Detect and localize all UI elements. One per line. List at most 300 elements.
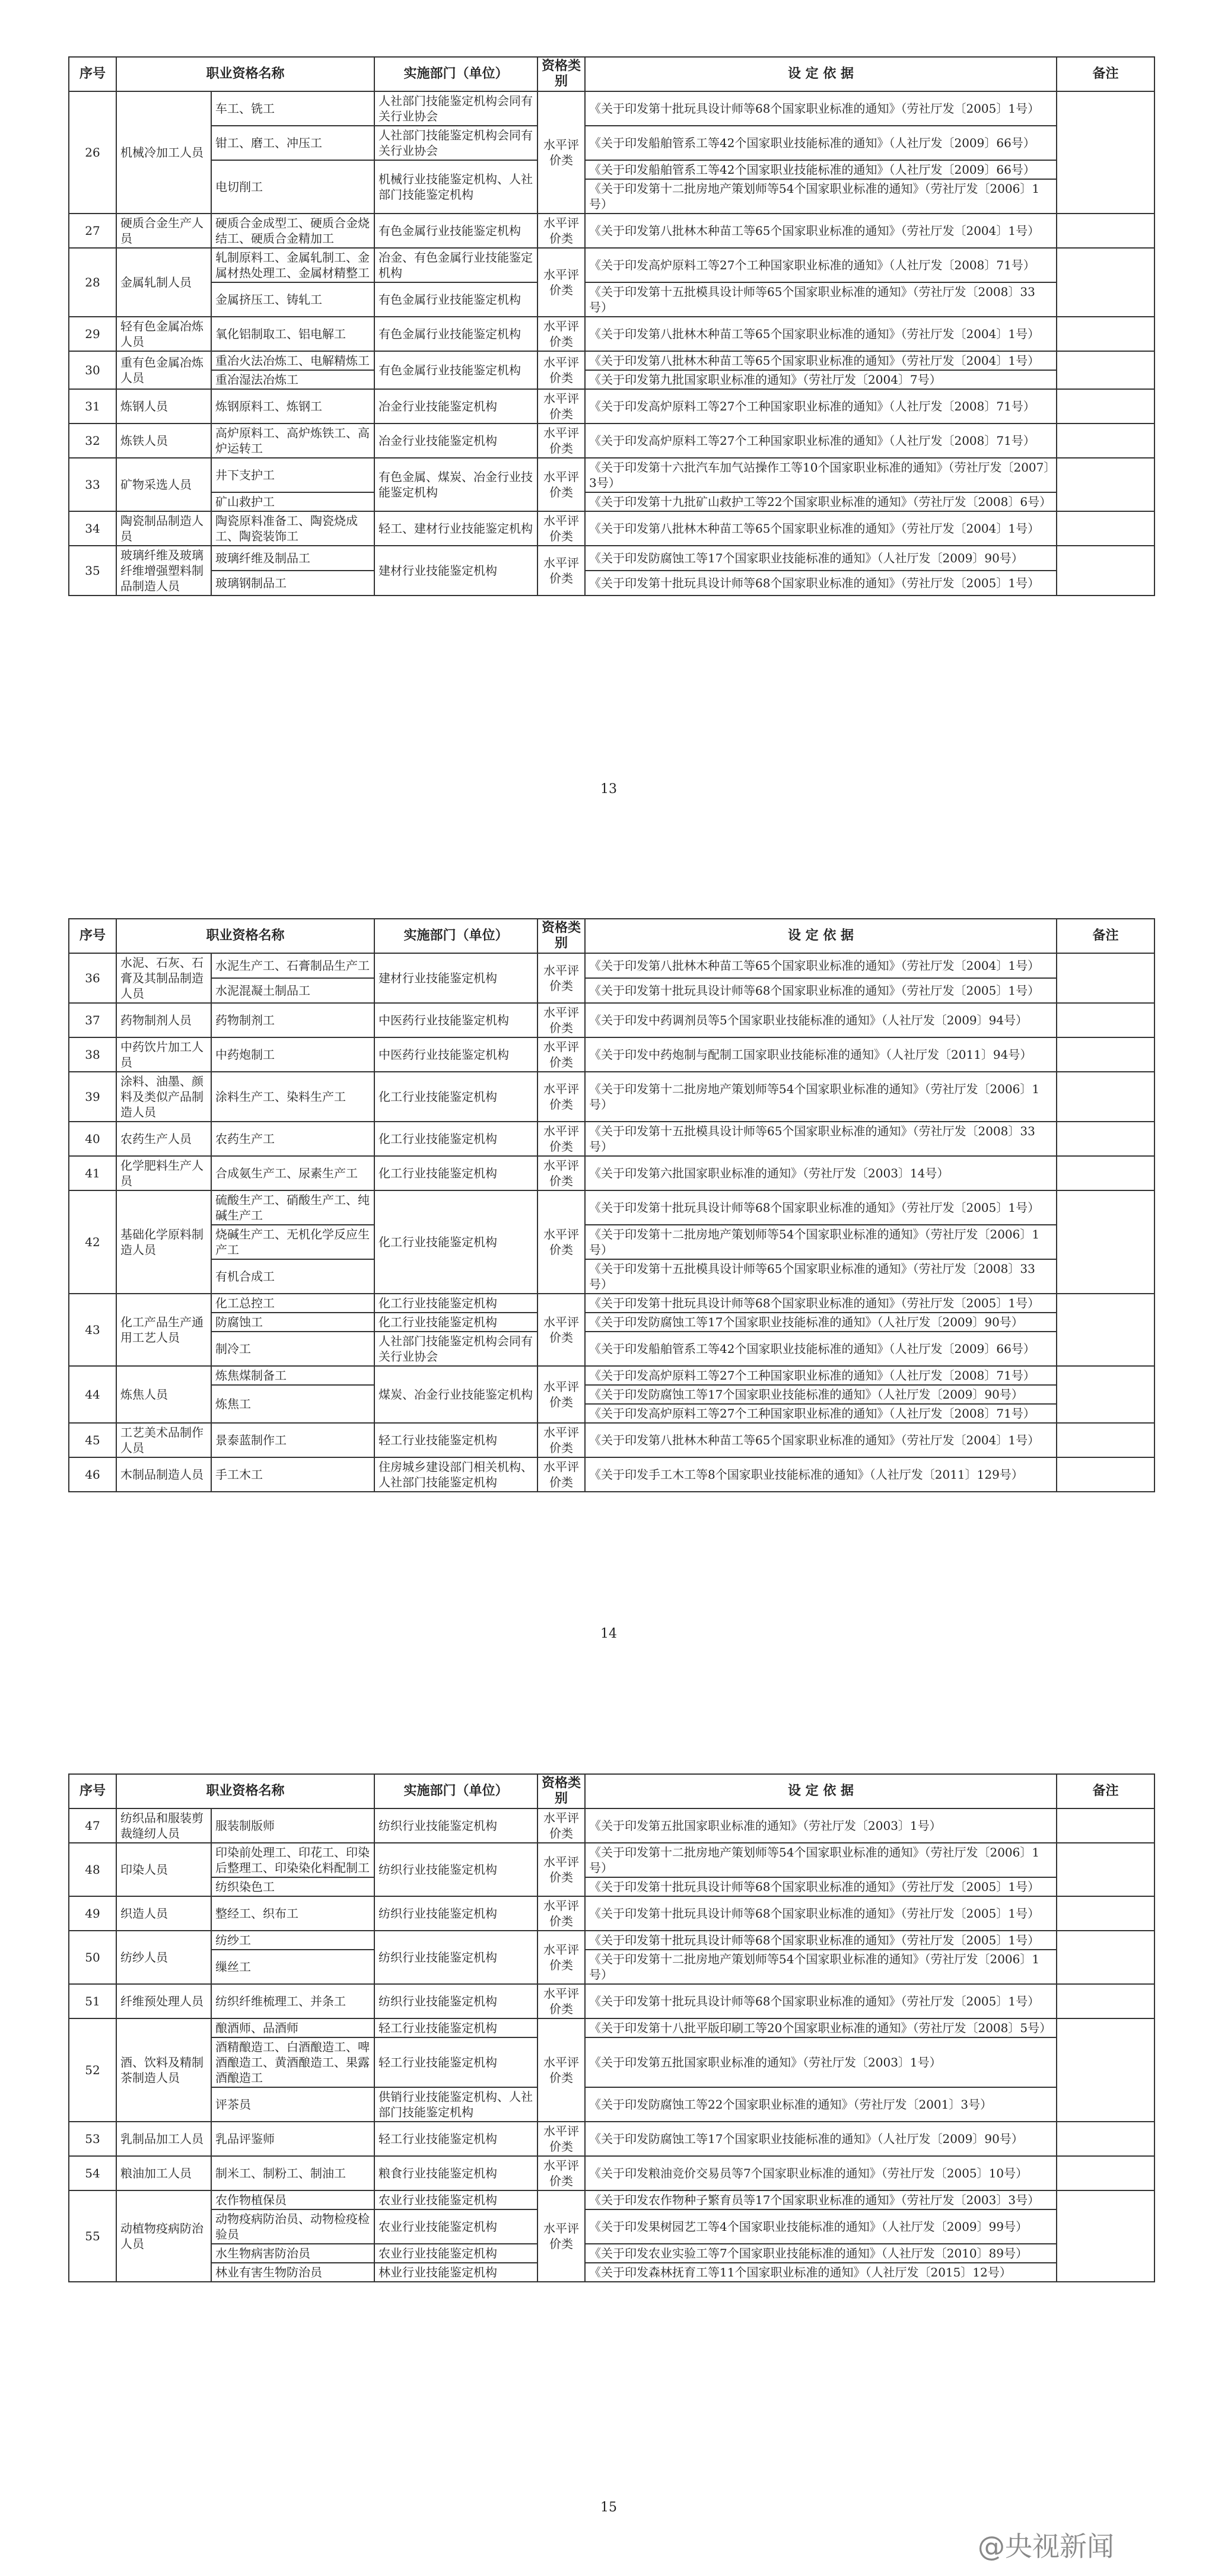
occupation-category: 印染人员	[116, 1843, 211, 1896]
page-number: 13	[600, 782, 617, 797]
table-row	[69, 1294, 1154, 1313]
legal-basis: 《关于印发高炉原料工等27个工种国家职业标准的通知》（人社厅发〔2008〕71号）	[585, 1404, 1057, 1423]
qualification-type: 水平评价类	[537, 1294, 585, 1366]
header-no: 序号	[69, 57, 116, 91]
remark-cell	[1057, 1156, 1154, 1190]
legal-basis: 《关于印发第十批玩具设计师等68个国家职业标准的通知》（劳社厅发〔2005〕1号）	[585, 1294, 1057, 1313]
qualification-type: 水平评价类	[537, 1984, 585, 2018]
qualification-name: 高炉原料工、高炉炼铁工、高炉运转工	[211, 424, 374, 458]
implementing-dept: 纺织行业技能鉴定机构	[374, 1984, 537, 2018]
qualification-name: 制米工、制粉工、制油工	[211, 2156, 374, 2190]
row-number: 36	[69, 953, 116, 1003]
table-row	[69, 511, 1154, 546]
table-row	[69, 1156, 1154, 1190]
legal-basis: 《关于印发第五批国家职业标准的通知》（劳社厅发〔2003〕1号）	[585, 2037, 1057, 2087]
table-row	[69, 1457, 1154, 1492]
qualification-name: 印染前处理工、印花工、印染后整理工、印染染化料配制工	[211, 1843, 374, 1877]
qualification-type: 水平评价类	[537, 214, 585, 248]
qualification-type: 水平评价类	[537, 248, 585, 317]
qualification-type: 水平评价类	[537, 511, 585, 546]
implementing-dept: 建材行业技能鉴定机构	[374, 546, 537, 596]
table-row	[69, 2122, 1154, 2156]
table-row	[69, 126, 1154, 160]
row-number: 26	[69, 91, 116, 214]
implementing-dept: 有色金属行业技能鉴定机构	[374, 351, 537, 389]
remark-cell	[1057, 1072, 1154, 1122]
table-row	[69, 351, 1154, 370]
legal-basis: 《关于印发第八批林木种苗工等65个国家职业标准的通知》（劳社厅发〔2004〕1号）	[585, 953, 1057, 978]
document-page-14	[68, 918, 1154, 1492]
qualification-type: 水平评价类	[537, 1808, 585, 1843]
table-row	[69, 978, 1154, 1003]
remark-cell	[1057, 1931, 1154, 1984]
qualification-type: 水平评价类	[537, 424, 585, 458]
table-row	[69, 160, 1154, 179]
qualification-name: 陶瓷原料准备工、陶瓷烧成工、陶瓷装饰工	[211, 511, 374, 546]
qualification-type: 水平评价类	[537, 1457, 585, 1492]
legal-basis: 《关于印发高炉原料工等27个工种国家职业标准的通知》（人社厅发〔2008〕71号）	[585, 424, 1057, 458]
legal-basis: 《关于印发第十二批房地产策划师等54个国家职业标准的通知》（劳社厅发〔2006〕1号）	[585, 1950, 1057, 1984]
implementing-dept: 化工行业技能鉴定机构	[374, 1190, 537, 1294]
table-row	[69, 1332, 1154, 1366]
table-row	[69, 953, 1154, 978]
qualification-table	[68, 56, 1155, 596]
qualification-name: 制冷工	[211, 1332, 374, 1366]
qualification-name: 玻璃纤维及制品工	[211, 546, 374, 571]
row-number: 33	[69, 458, 116, 511]
qualification-type: 水平评价类	[537, 1122, 585, 1156]
qualification-type: 水平评价类	[537, 458, 585, 511]
watermark-cctv-news: @央视新闻	[978, 2530, 1114, 2562]
implementing-dept: 人社部门技能鉴定机构会同有关行业协会	[374, 126, 537, 160]
implementing-dept: 纺织行业技能鉴定机构	[374, 1931, 537, 1984]
table-row	[69, 1896, 1154, 1931]
qualification-type: 水平评价类	[537, 1896, 585, 1931]
occupation-category: 炼钢人员	[116, 389, 211, 424]
implementing-dept: 化工行业技能鉴定机构	[374, 1313, 537, 1332]
table-row	[69, 1259, 1154, 1294]
table-row	[69, 2263, 1154, 2282]
occupation-category: 化工产品生产通用工艺人员	[116, 1294, 211, 1366]
remark-cell	[1057, 1366, 1154, 1423]
legal-basis: 《关于印发第八批林木种苗工等65个国家职业标准的通知》（劳社厅发〔2004〕1号）	[585, 317, 1057, 351]
header-remark: 备注	[1057, 919, 1154, 953]
remark-cell	[1057, 1843, 1154, 1896]
implementing-dept: 轻工行业技能鉴定机构	[374, 2018, 537, 2037]
qualification-name: 水泥生产工、石膏制品生产工	[211, 953, 374, 978]
qualification-name: 服装制版师	[211, 1808, 374, 1843]
header-no: 序号	[69, 919, 116, 953]
remark-cell	[1057, 1037, 1154, 1072]
qualification-type: 水平评价类	[537, 953, 585, 1003]
occupation-category: 炼焦人员	[116, 1366, 211, 1423]
occupation-category: 纤维预处理人员	[116, 1984, 211, 2018]
qualification-name: 乳品评鉴师	[211, 2122, 374, 2156]
implementing-dept: 轻工行业技能鉴定机构	[374, 1423, 537, 1457]
qualification-name: 农作物植保员	[211, 2190, 374, 2209]
page-number: 15	[600, 2500, 617, 2515]
table-row	[69, 458, 1154, 492]
remark-cell	[1057, 1190, 1154, 1294]
qualification-name: 炼焦工	[211, 1385, 374, 1423]
legal-basis: 《关于印发中药炮制与配制工国家职业技能标准的通知》（人社厅发〔2011〕94号）	[585, 1037, 1057, 1072]
implementing-dept: 冶金行业技能鉴定机构	[374, 424, 537, 458]
qualification-name: 烧碱生产工、无机化学反应生产工	[211, 1225, 374, 1259]
legal-basis: 《关于印发防腐蚀工等17个国家职业技能标准的通知》（人社厅发〔2009〕90号）	[585, 2122, 1057, 2156]
occupation-category: 涂料、油墨、颜料及类似产品制造人员	[116, 1072, 211, 1122]
table-row	[69, 2209, 1154, 2244]
table-row	[69, 1122, 1154, 1156]
qualification-type: 水平评价类	[537, 1190, 585, 1294]
row-number: 37	[69, 1003, 116, 1037]
implementing-dept: 化工行业技能鉴定机构	[374, 1156, 537, 1190]
implementing-dept: 化工行业技能鉴定机构	[374, 1072, 537, 1122]
legal-basis: 《关于印发防腐蚀工等17个国家职业技能标准的通知》（人社厅发〔2009〕90号）	[585, 1313, 1057, 1332]
legal-basis: 《关于印发第十五批模具设计师等65个国家职业标准的通知》（劳社厅发〔2008〕33号）	[585, 1259, 1057, 1294]
qualification-name: 农药生产工	[211, 1122, 374, 1156]
occupation-category: 矿物采选人员	[116, 458, 211, 511]
header-dept: 实施部门（单位）	[374, 919, 537, 953]
table-header-row	[69, 57, 1154, 91]
occupation-category: 中药饮片加工人员	[116, 1037, 211, 1072]
header-basis: 设 定 依 据	[585, 919, 1057, 953]
remark-cell	[1057, 214, 1154, 248]
table-row	[69, 91, 1154, 126]
occupation-category: 织造人员	[116, 1896, 211, 1931]
row-number: 42	[69, 1190, 116, 1294]
occupation-category: 动植物疫病防治人员	[116, 2190, 211, 2282]
legal-basis: 《关于印发第八批林木种苗工等65个国家职业标准的通知》（劳社厅发〔2004〕1号）	[585, 351, 1057, 370]
implementing-dept: 轻工、建材行业技能鉴定机构	[374, 511, 537, 546]
qualification-table	[68, 918, 1155, 1492]
legal-basis: 《关于印发第十批玩具设计师等68个国家职业标准的通知》（劳社厅发〔2005〕1号）	[585, 1877, 1057, 1896]
implementing-dept: 有色金属行业技能鉴定机构	[374, 214, 537, 248]
qualification-type: 水平评价类	[537, 1931, 585, 1984]
qualification-type: 水平评价类	[537, 546, 585, 596]
row-number: 50	[69, 1931, 116, 1984]
row-number: 31	[69, 389, 116, 424]
row-number: 52	[69, 2018, 116, 2122]
table-row	[69, 492, 1154, 511]
row-number: 51	[69, 1984, 116, 2018]
implementing-dept: 纺织行业技能鉴定机构	[374, 1843, 537, 1896]
qualification-type: 水平评价类	[537, 317, 585, 351]
row-number: 41	[69, 1156, 116, 1190]
occupation-category: 金属轧制人员	[116, 248, 211, 317]
qualification-name: 井下支护工	[211, 458, 374, 492]
row-number: 54	[69, 2156, 116, 2190]
legal-basis: 《关于印发第十九批矿山救护工等22个国家职业标准的通知》（劳社厅发〔2008〕6号）	[585, 492, 1057, 511]
row-number: 34	[69, 511, 116, 546]
table-row	[69, 1984, 1154, 2018]
table-row	[69, 2156, 1154, 2190]
table-row	[69, 1931, 1154, 1950]
legal-basis: 《关于印发第五批国家职业标准的通知》（劳社厅发〔2003〕1号）	[585, 1808, 1057, 1843]
occupation-category: 化学肥料生产人员	[116, 1156, 211, 1190]
legal-basis: 《关于印发第十五批模具设计师等65个国家职业标准的通知》（劳社厅发〔2008〕33号）	[585, 282, 1057, 317]
qualification-name: 整经工、织布工	[211, 1896, 374, 1931]
legal-basis: 《关于印发第十五批模具设计师等65个国家职业标准的通知》（劳社厅发〔2008〕33号）	[585, 1122, 1057, 1156]
remark-cell	[1057, 511, 1154, 546]
row-number: 48	[69, 1843, 116, 1896]
legal-basis: 《关于印发第十二批房地产策划师等54个国家职业标准的通知》（劳社厅发〔2006〕1号）	[585, 1843, 1057, 1877]
remark-cell	[1057, 2190, 1154, 2282]
table-row	[69, 424, 1154, 458]
occupation-category: 粮油加工人员	[116, 2156, 211, 2190]
legal-basis: 《关于印发船舶管系工等42个国家职业技能标准的通知》（人社厅发〔2009〕66号）	[585, 1332, 1057, 1366]
qualification-name: 钳工、磨工、冲压工	[211, 126, 374, 160]
legal-basis: 《关于印发第十批玩具设计师等68个国家职业标准的通知》（劳社厅发〔2005〕1号）	[585, 1931, 1057, 1950]
implementing-dept: 人社部门技能鉴定机构会同有关行业协会	[374, 91, 537, 126]
implementing-dept: 住房城乡建设部门相关机构、人社部门技能鉴定机构	[374, 1457, 537, 1492]
qualification-type: 水平评价类	[537, 1072, 585, 1122]
qualification-name: 纺织纤维梳理工、并条工	[211, 1984, 374, 2018]
remark-cell	[1057, 424, 1154, 458]
table-row	[69, 1423, 1154, 1457]
qualification-type: 水平评价类	[537, 1366, 585, 1423]
table-row	[69, 1950, 1154, 1984]
header-dept: 实施部门（单位）	[374, 57, 537, 91]
remark-cell	[1057, 1808, 1154, 1843]
header-remark: 备注	[1057, 1774, 1154, 1808]
table-row	[69, 317, 1154, 351]
qualification-name: 涂料生产工、染料生产工	[211, 1072, 374, 1122]
header-dept: 实施部门（单位）	[374, 1774, 537, 1808]
legal-basis: 《关于印发第十批玩具设计师等68个国家职业标准的通知》（劳社厅发〔2005〕1号）	[585, 1190, 1057, 1225]
implementing-dept: 煤炭、冶金行业技能鉴定机构	[374, 1366, 537, 1423]
occupation-category: 乳制品加工人员	[116, 2122, 211, 2156]
remark-cell	[1057, 458, 1154, 511]
legal-basis: 《关于印发船舶管系工等42个国家职业技能标准的通知》（人社厅发〔2009〕66号）	[585, 126, 1057, 160]
table-row	[69, 2018, 1154, 2037]
occupation-category: 酒、饮料及精制茶制造人员	[116, 2018, 211, 2122]
qualification-type: 水平评价类	[537, 2190, 585, 2282]
header-type: 资格类别	[537, 57, 585, 91]
document-page-15	[68, 1773, 1154, 2282]
remark-cell	[1057, 389, 1154, 424]
table-header-row	[69, 919, 1154, 953]
legal-basis: 《关于印发第十二批房地产策划师等54个国家职业标准的通知》（劳社厅发〔2006〕1号）	[585, 1225, 1057, 1259]
qualification-type: 水平评价类	[537, 1156, 585, 1190]
table-row	[69, 1190, 1154, 1225]
header-no: 序号	[69, 1774, 116, 1808]
row-number: 39	[69, 1072, 116, 1122]
implementing-dept: 中医药行业技能鉴定机构	[374, 1037, 537, 1072]
legal-basis: 《关于印发农业实验工等7个国家职业技能标准的通知》（人社厅发〔2010〕89号）	[585, 2244, 1057, 2263]
row-number: 30	[69, 351, 116, 389]
row-number: 53	[69, 2122, 116, 2156]
qualification-type: 水平评价类	[537, 389, 585, 424]
implementing-dept: 供销行业技能鉴定机构、人社部门技能鉴定机构	[374, 2087, 537, 2122]
row-number: 35	[69, 546, 116, 596]
remark-cell	[1057, 546, 1154, 596]
table-row	[69, 1385, 1154, 1404]
qualification-name: 缫丝工	[211, 1950, 374, 1984]
remark-cell	[1057, 1122, 1154, 1156]
occupation-category: 硬质合金生产人员	[116, 214, 211, 248]
row-number: 38	[69, 1037, 116, 1072]
header-basis: 设 定 依 据	[585, 57, 1057, 91]
implementing-dept: 有色金属行业技能鉴定机构	[374, 317, 537, 351]
remark-cell	[1057, 317, 1154, 351]
qualification-name: 有机合成工	[211, 1259, 374, 1294]
qualification-type: 水平评价类	[537, 1037, 585, 1072]
implementing-dept: 农业行业技能鉴定机构	[374, 2190, 537, 2209]
row-number: 28	[69, 248, 116, 317]
header-type: 资格类别	[537, 919, 585, 953]
remark-cell	[1057, 248, 1154, 317]
implementing-dept: 轻工行业技能鉴定机构	[374, 2122, 537, 2156]
row-number: 46	[69, 1457, 116, 1492]
legal-basis: 《关于印发第十二批房地产策划师等54个国家职业标准的通知》（劳社厅发〔2006〕1号）	[585, 179, 1057, 214]
row-number: 49	[69, 1896, 116, 1931]
remark-cell	[1057, 1003, 1154, 1037]
qualification-type: 水平评价类	[537, 2122, 585, 2156]
qualification-name: 氧化铝制取工、铝电解工	[211, 317, 374, 351]
implementing-dept: 机械行业技能鉴定机构、人社部门技能鉴定机构	[374, 160, 537, 214]
qualification-name: 金属挤压工、铸轧工	[211, 282, 374, 317]
legal-basis: 《关于印发中药调剂员等5个国家职业技能标准的通知》（人社厅发〔2009〕94号）	[585, 1003, 1057, 1037]
qualification-type: 水平评价类	[537, 2018, 585, 2122]
legal-basis: 《关于印发防腐蚀工等22个国家职业标准的通知》（劳社厅发〔2001〕3号）	[585, 2087, 1057, 2122]
legal-basis: 《关于印发高炉原料工等27个工种国家职业标准的通知》（人社厅发〔2008〕71号）	[585, 389, 1057, 424]
remark-cell	[1057, 2122, 1154, 2156]
header-type: 资格类别	[537, 1774, 585, 1808]
row-number: 29	[69, 317, 116, 351]
row-number: 40	[69, 1122, 116, 1156]
occupation-category: 水泥、石灰、石膏及其制品制造人员	[116, 953, 211, 1003]
implementing-dept: 有色金属、煤炭、冶金行业技能鉴定机构	[374, 458, 537, 511]
legal-basis: 《关于印发第十二批房地产策划师等54个国家职业标准的通知》（劳社厅发〔2006〕1号）	[585, 1072, 1057, 1122]
qualification-name: 水泥混凝土制品工	[211, 978, 374, 1003]
table-row	[69, 1003, 1154, 1037]
qualification-name: 纺织染色工	[211, 1877, 374, 1896]
implementing-dept: 轻工行业技能鉴定机构	[374, 2037, 537, 2087]
legal-basis: 《关于印发第八批林木种苗工等65个国家职业标准的通知》（劳社厅发〔2004〕1号）	[585, 1423, 1057, 1457]
table-row	[69, 571, 1154, 596]
legal-basis: 《关于印发高炉原料工等27个工种国家职业标准的通知》（人社厅发〔2008〕71号）	[585, 248, 1057, 282]
qualification-name: 炼焦煤制备工	[211, 1366, 374, 1385]
implementing-dept: 人社部门技能鉴定机构会同有关行业协会	[374, 1332, 537, 1366]
qualification-name: 炼钢原料工、炼钢工	[211, 389, 374, 424]
implementing-dept: 冶金、有色金属行业技能鉴定机构	[374, 248, 537, 282]
qualification-name: 纺纱工	[211, 1931, 374, 1950]
table-header-row	[69, 1774, 1154, 1808]
legal-basis: 《关于印发第六批国家职业标准的通知》（劳社厅发〔2003〕14号）	[585, 1156, 1057, 1190]
occupation-category: 木制品制造人员	[116, 1457, 211, 1492]
table-row	[69, 1037, 1154, 1072]
table-row	[69, 214, 1154, 248]
row-number: 27	[69, 214, 116, 248]
table-row	[69, 370, 1154, 389]
occupation-category: 纺纱人员	[116, 1931, 211, 1984]
row-number: 32	[69, 424, 116, 458]
legal-basis: 《关于印发第十批玩具设计师等68个国家职业标准的通知》（劳社厅发〔2005〕1号）	[585, 571, 1057, 596]
table-row	[69, 2190, 1154, 2209]
legal-basis: 《关于印发农作物种子繁育员等17个国家职业标准的通知》（劳社厅发〔2003〕3号）	[585, 2190, 1057, 2209]
header-remark: 备注	[1057, 57, 1154, 91]
table-row	[69, 1366, 1154, 1385]
qualification-type: 水平评价类	[537, 351, 585, 389]
occupation-category: 重有色金属冶炼人员	[116, 351, 211, 389]
legal-basis: 《关于印发第十六批汽车加气站操作工等10个国家职业标准的通知》（劳社厅发〔2007〕3号）	[585, 458, 1057, 492]
qualification-name: 酒精酿造工、白酒酿造工、啤酒酿造工、黄酒酿造工、果露酒酿造工	[211, 2037, 374, 2087]
implementing-dept: 中医药行业技能鉴定机构	[374, 1003, 537, 1037]
qualification-name: 车工、铣工	[211, 91, 374, 126]
legal-basis: 《关于印发高炉原料工等27个工种国家职业标准的通知》（人社厅发〔2008〕71号）	[585, 1366, 1057, 1385]
qualification-table	[68, 1773, 1155, 2282]
implementing-dept: 林业行业技能鉴定机构	[374, 2263, 537, 2282]
remark-cell	[1057, 2156, 1154, 2190]
table-row	[69, 1808, 1154, 1843]
implementing-dept: 有色金属行业技能鉴定机构	[374, 282, 537, 317]
qualification-type: 水平评价类	[537, 1003, 585, 1037]
header-name: 职业资格名称	[116, 57, 374, 91]
row-number: 55	[69, 2190, 116, 2282]
qualification-type: 水平评价类	[537, 91, 585, 214]
remark-cell	[1057, 1457, 1154, 1492]
legal-basis: 《关于印发果树园艺工等4个国家职业技能标准的通知》（人社厅发〔2009〕99号）	[585, 2209, 1057, 2244]
qualification-name: 中药炮制工	[211, 1037, 374, 1072]
remark-cell	[1057, 953, 1154, 1003]
implementing-dept: 化工行业技能鉴定机构	[374, 1122, 537, 1156]
legal-basis: 《关于印发手工木工等8个国家职业技能标准的通知》（人社厅发〔2011〕129号）	[585, 1457, 1057, 1492]
legal-basis: 《关于印发第八批林木种苗工等65个国家职业标准的通知》（劳社厅发〔2004〕1号）	[585, 214, 1057, 248]
implementing-dept: 冶金行业技能鉴定机构	[374, 389, 537, 424]
table-row	[69, 1225, 1154, 1259]
implementing-dept: 纺织行业技能鉴定机构	[374, 1896, 537, 1931]
qualification-name: 电切削工	[211, 160, 374, 214]
legal-basis: 《关于印发第十批玩具设计师等68个国家职业标准的通知》（劳社厅发〔2005〕1号）	[585, 1984, 1057, 2018]
row-number: 45	[69, 1423, 116, 1457]
qualification-name: 景泰蓝制作工	[211, 1423, 374, 1457]
occupation-category: 炼铁人员	[116, 424, 211, 458]
qualification-name: 硬质合金成型工、硬质合金烧结工、硬质合金精加工	[211, 214, 374, 248]
legal-basis: 《关于印发防腐蚀工等17个国家职业技能标准的通知》（人社厅发〔2009〕90号）	[585, 546, 1057, 571]
remark-cell	[1057, 91, 1154, 214]
qualification-name: 矿山救护工	[211, 492, 374, 511]
qualification-name: 重冶湿法冶炼工	[211, 370, 374, 389]
legal-basis: 《关于印发第十八批平版印刷工等20个国家职业标准的通知》（劳社厅发〔2008〕5号）	[585, 2018, 1057, 2037]
table-row	[69, 1877, 1154, 1896]
qualification-name: 防腐蚀工	[211, 1313, 374, 1332]
qualification-name: 合成氨生产工、尿素生产工	[211, 1156, 374, 1190]
qualification-name: 药物制剂工	[211, 1003, 374, 1037]
row-number: 44	[69, 1366, 116, 1423]
legal-basis: 《关于印发粮油竞价交易员等7个国家职业标准的通知》（劳社厅发〔2005〕10号）	[585, 2156, 1057, 2190]
implementing-dept: 农业行业技能鉴定机构	[374, 2209, 537, 2244]
qualification-name: 水生物病害防治员	[211, 2244, 374, 2263]
qualification-name: 重冶火法冶炼工、电解精炼工	[211, 351, 374, 370]
qualification-name: 评茶员	[211, 2087, 374, 2122]
qualification-name: 林业有害生物防治员	[211, 2263, 374, 2282]
table-row	[69, 282, 1154, 317]
table-row	[69, 1313, 1154, 1332]
qualification-name: 动物疫病防治员、动物检疫检验员	[211, 2209, 374, 2244]
table-row	[69, 1843, 1154, 1877]
table-row	[69, 389, 1154, 424]
qualification-type: 水平评价类	[537, 2156, 585, 2190]
remark-cell	[1057, 1294, 1154, 1366]
qualification-type: 水平评价类	[537, 1423, 585, 1457]
implementing-dept: 纺织行业技能鉴定机构	[374, 1808, 537, 1843]
implementing-dept: 粮食行业技能鉴定机构	[374, 2156, 537, 2190]
qualification-name: 硫酸生产工、硝酸生产工、纯碱生产工	[211, 1190, 374, 1225]
header-name: 职业资格名称	[116, 919, 374, 953]
remark-cell	[1057, 1423, 1154, 1457]
implementing-dept: 化工行业技能鉴定机构	[374, 1294, 537, 1313]
table-row	[69, 546, 1154, 571]
